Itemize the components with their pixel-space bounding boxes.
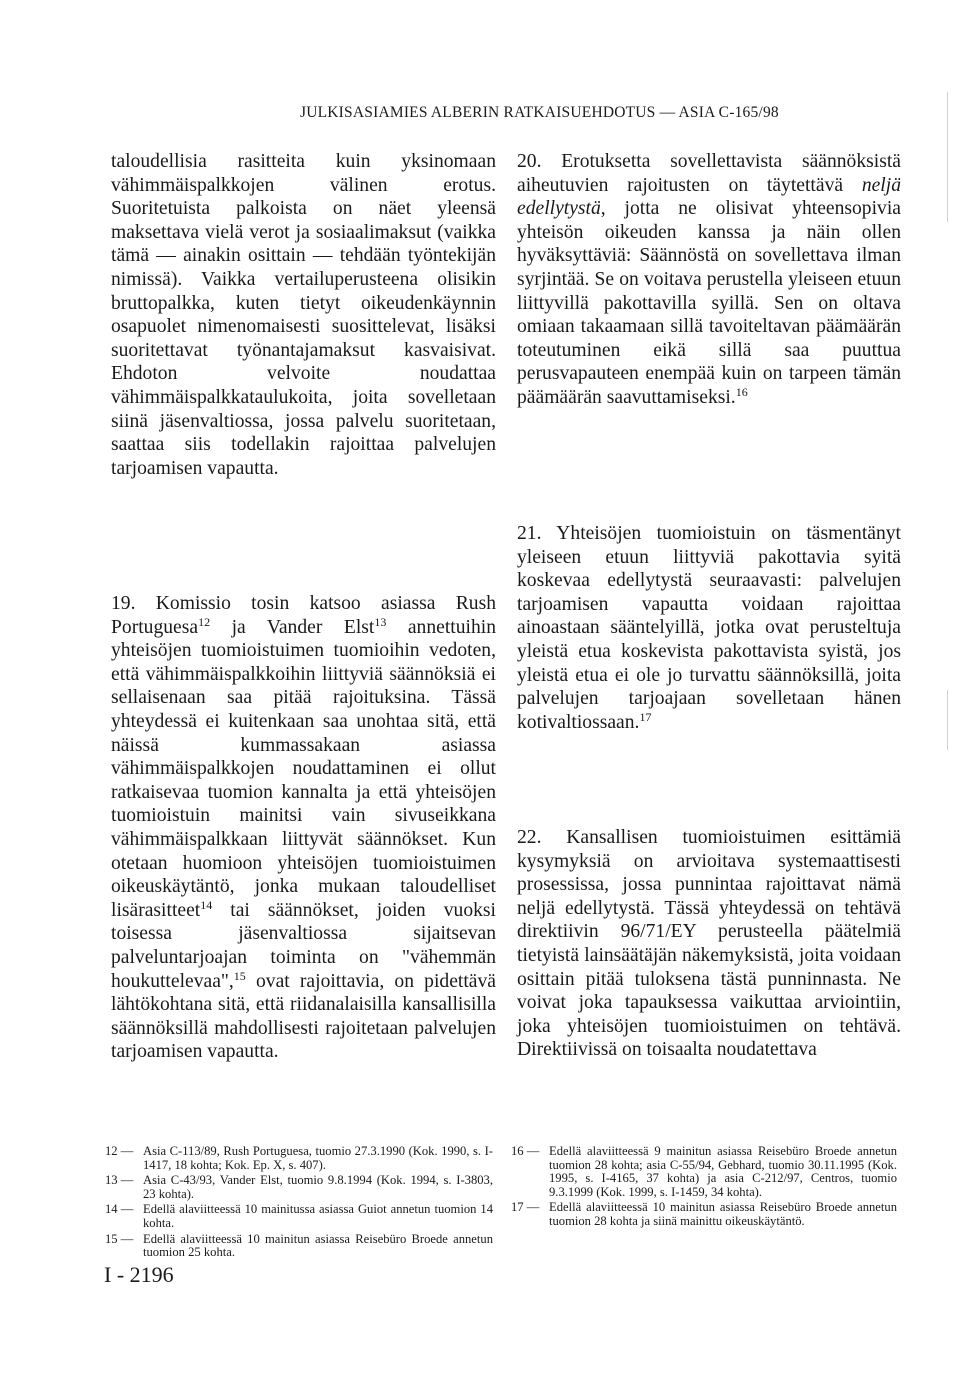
paragraph-text: 20. Erotuksetta sovellettavista säännöksistä aiheutuvien rajoitusten on täytettävä neljä edellytystä, jotta ne olisivat yhteensopivia yhteisön oikeuden kanssa ja näin ollen hyväksyttäviä: Säännöstä on sovellettava ilman syrjintää. Se on voitava perustella yleiseen etuun liittyvillä pakottavilla syillä. Sen on oltava omiaan takaamaan sillä tavoiteltavan päämäärän toteutuminen eikä sillä saa puuttua perusvapauteen enempää kuin on tarpeen tämän päämäärän saavuttamiseksi.$^{16}$ bbox=[517, 151, 901, 408]
footnote-item bbox=[105, 1233, 493, 1260]
footnote-text: Asia C-113/89, Rush Portuguesa, tuomio 27.3.1990 (Kok. 1990, s. I-1417, 18 kohta; Kok. Ep. X, s. 407). bbox=[143, 1144, 493, 1172]
paragraph-text: 21. Yhteisöjen tuomioistuin on täsmentänyt yleiseen etuun liittyviä pakottavia syitä koskevaa edellytystä seuraavasti: palvelujen tarjoamisen vapautta voidaan rajoittaa ainoastaan sääntelyillä, jotka ovat perusteltuja yleistä etua koskevista pakottavista syistä, jos yleistä etua ei ole jo turvattu säännöksillä, joita palvelujen tarjoajaan sovelletaan hänen kotivaltiossaan.$^{17}$ bbox=[517, 523, 901, 733]
page-edge-line bbox=[947, 92, 948, 222]
footnotes-right bbox=[511, 1145, 897, 1231]
footnote-number: 13 — bbox=[105, 1173, 134, 1188]
footnote-item bbox=[511, 1201, 897, 1228]
footnote-ref[interactable]: 12 bbox=[198, 614, 211, 629]
page-number: I - 2196 bbox=[104, 1262, 174, 1287]
footnote-item bbox=[105, 1203, 493, 1230]
footnote-number: 14 — bbox=[105, 1202, 134, 1217]
footnote-number: 16 — bbox=[511, 1144, 540, 1158]
footnote-ref[interactable]: 16 bbox=[735, 384, 748, 399]
footnote-text: Edellä alaviitteessä 10 mainitun asiassa Reisebüro Broede annetun tuomion 25 kohta. bbox=[143, 1231, 493, 1260]
footnote-text: Asia C-43/93, Vander Elst, tuomio 9.8.1994 (Kok. 1994, s. I-3803, 23 kohta). bbox=[143, 1173, 493, 1201]
footnote-item bbox=[105, 1174, 493, 1201]
footnote-ref[interactable]: 14 bbox=[200, 897, 213, 912]
paragraph-text: 22. Kansallisen tuomioistuimen esittämiä kysymyksiä on arvioitava systemaattisesti prosessissa, jossa punnintaa rajoittavat nämä neljä edellytystä. Tässä yhteydessä on tehtävä direktiivin 96/71/EY perusteella päätelmiä tietyistä lainsäätäjän näkemyksistä, joita voidaan osittain pitää tuloksena tästä punninnasta. Ne voivat joka tapauksessa vaikuttaa arviointiin, joka yhteisöjen tuomioistuimen on tehtävä. Direktiivissä on toisaalta noudatettava bbox=[517, 827, 901, 1061]
footnote-number: 17 — bbox=[511, 1200, 540, 1215]
footnote-text: Edellä alaviitteessä 10 mainitussa asiassa Guiot annetun tuomion 14 kohta. bbox=[143, 1202, 493, 1230]
footnote-number: 15 — bbox=[105, 1231, 134, 1246]
footnotes-left bbox=[105, 1145, 493, 1262]
paragraph-19 bbox=[111, 592, 496, 1064]
page-edge-line bbox=[947, 690, 948, 750]
paragraph-continuation bbox=[111, 150, 496, 480]
paragraph-21 bbox=[517, 522, 901, 734]
footnote-text: Edellä alaviitteessä 10 mainitun asiassa Reisebüro Broede annetun tuomion 28 kohta ja siinä mainittu oikeuskäytäntö. bbox=[549, 1200, 897, 1228]
footnote-ref[interactable]: 17 bbox=[639, 709, 652, 724]
running-header: JULKISASIAMIES ALBERIN RATKAISUEHDOTUS — ASIA C-165/98 bbox=[300, 104, 779, 121]
paragraph-22 bbox=[517, 826, 901, 1062]
footnote-text: Edellä alaviitteessä 9 mainitun asiassa Reisebüro Broede annetun tuomion 28 kohta; asia C-55/94, Gebhard, tuomio 30.11.1995 (Kok. 1995, s. I-4165, 37 kohta) ja asia C-212/97, Centros, tuomio 9.3.1999 (Kok. 1999, s. I-1459, 34 kohta). bbox=[549, 1144, 897, 1199]
emphasis-text: neljä edellytystä bbox=[517, 174, 901, 220]
paragraph-text: taloudellisia rasitteita kuin yksinomaan vähimmäispalkkojen välinen erotus. Suoritetuista palkoista on näet yleensä maksettava vielä verot ja sosiaalimaksut (vaikka tämä — ainakin osittain — tehdään työntekijän nimissä). Vaikka vertailuperusteena olisikin bruttopalkka, kuten tietyt oikeudenkäynnin osapuolet nimenomaisesti suosittelevat, lisäksi suoritettavat työnantajamaksut kasvaisivat. Ehdoton velvoite noudattaa vähimmäispalkkataulukoita, joita sovelletaan siinä jäsenvaltiossa, jossa palvelu suoritetaan, saattaa siis todellakin rajoittaa palvelujen tarjoamisen vapautta. bbox=[111, 151, 496, 479]
footnote-ref[interactable]: 13 bbox=[374, 614, 387, 629]
paragraph-20 bbox=[517, 150, 901, 410]
footnote-item bbox=[105, 1145, 493, 1172]
footnote-item bbox=[511, 1145, 897, 1199]
paragraph-text: 19. Komissio tosin katsoo asiassa Rush Portuguesa$^{12}$ ja Vander Elst$^{13}$ annettuihin yhteisöjen tuomioistuimen tuomioihin vedoten, että vähimmäispalkkoihin liittyviä säännöksiä ei sellaisenaan saa pitää rajoituksina. Tässä yhteydessä ei kuitenkaan saa unohtaa sitä, että näissä kummassakaan asiassa vähimmäispalkkojen noudattaminen ei ollut ratkaisevaa tuomion kannalta ja että yhteisöjen tuomioistuin mainitsi vain sivuseikkana vähimmäispalkkaan liittyvät säännökset. Kun otetaan huomioon yhteisöjen tuomioistuimen oikeuskäytäntö, jonka mukaan taloudelliset lisärasitteet$^{14}$ tai säännökset, joiden vuoksi toisessa jäsenvaltiossa sijaitsevan palveluntarjoajan toiminta on "vähemmän houkuttelevaa",$^{15}$ ovat rajoittavia, on pidettävä lähtökohtana sitä, että riidanalaisilla kansallisilla säännöksillä mahdollisesti rajoitetaan palvelujen tarjoamisen vapautta. bbox=[111, 593, 496, 1063]
footnote-ref[interactable]: 15 bbox=[233, 968, 246, 983]
footnote-number: 12 — bbox=[105, 1144, 134, 1158]
